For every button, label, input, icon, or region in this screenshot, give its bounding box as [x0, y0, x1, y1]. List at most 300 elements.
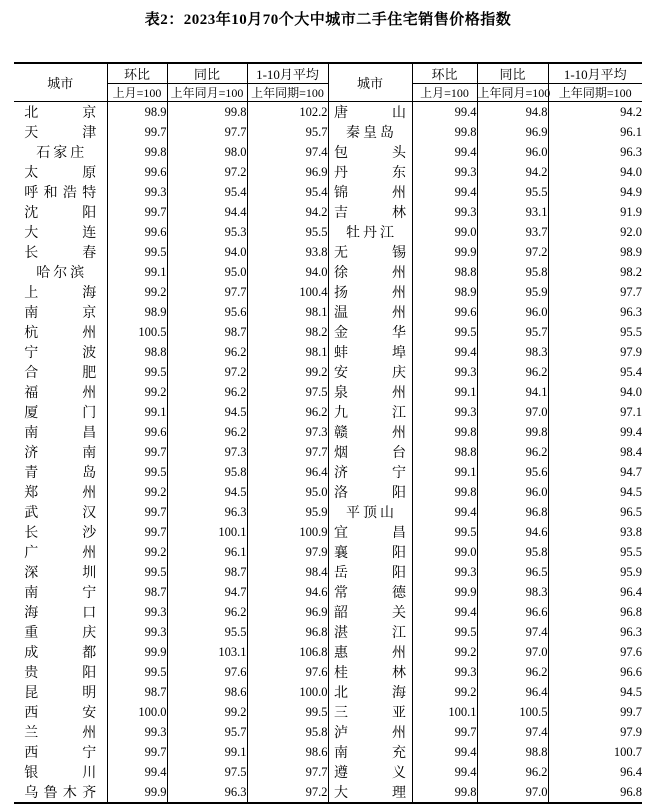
city-cell — [14, 362, 107, 382]
city-cell — [328, 522, 412, 542]
mom-value: 99.4 — [107, 762, 167, 782]
mom-value: 99.9 — [107, 642, 167, 662]
yoy-value: 95.0 — [167, 262, 247, 282]
city-name: 桂 林 — [334, 666, 406, 681]
city-name: 泸 州 — [334, 726, 406, 741]
city-cell — [14, 342, 107, 362]
page-title: 表2：2023年10月70个大中城市二手住宅销售价格指数 — [144, 12, 512, 28]
table-row — [14, 442, 642, 462]
avg-value: 96.3 — [620, 304, 642, 319]
avg-value: 96.9 — [247, 162, 328, 182]
yoy-value: 100.1 — [167, 522, 247, 542]
city-cell — [328, 202, 412, 222]
avg-value: 99.5 — [247, 702, 328, 722]
mom-value: 99.7 — [107, 442, 167, 462]
avg-value: 97.9 — [247, 542, 328, 562]
avg-value: 102.2 — [247, 102, 328, 123]
col-base-avg-right: 上年同期=100 — [548, 84, 642, 102]
mom-value: 99.1 — [107, 262, 167, 282]
mom-value: 99.5 — [107, 462, 167, 482]
city-name: 贵 阳 — [24, 666, 97, 681]
avg-value: 95.9 — [620, 564, 642, 579]
avg-value: 94.5 — [620, 684, 642, 699]
avg-value: 96.9 — [247, 602, 328, 622]
city-name: 哈 尔 滨 — [36, 266, 85, 281]
yoy-value: 96.3 — [167, 782, 247, 803]
city-name: 太 原 — [24, 166, 97, 181]
yoy-value: 99.2 — [167, 702, 247, 722]
yoy-value: 95.8 — [167, 462, 247, 482]
city-cell — [328, 602, 412, 622]
avg-value: 93.8 — [620, 524, 642, 539]
header-row-top — [14, 63, 642, 84]
city-name: 海 口 — [24, 606, 97, 621]
avg-value: 96.4 — [620, 764, 642, 779]
city-name: 西 安 — [24, 706, 97, 721]
avg-value: 94.9 — [620, 184, 642, 199]
yoy-value: 96.2 — [477, 442, 548, 462]
city-name: 三 亚 — [334, 706, 406, 721]
mom-value: 99.0 — [412, 542, 477, 562]
mom-value: 99.7 — [107, 522, 167, 542]
yoy-value: 95.3 — [167, 222, 247, 242]
mom-value: 99.2 — [107, 542, 167, 562]
mom-value: 99.6 — [107, 222, 167, 242]
mom-value: 99.8 — [412, 782, 477, 803]
mom-value: 99.4 — [412, 142, 477, 162]
col-base-yoy-right: 上年同月=100 — [477, 84, 548, 102]
avg-value: 94.6 — [247, 582, 328, 602]
city-name: 吉 林 — [334, 206, 406, 221]
city-name: 惠 州 — [334, 646, 406, 661]
mom-value: 99.3 — [412, 162, 477, 182]
city-cell — [328, 482, 412, 502]
city-cell — [14, 182, 107, 202]
city-name: 杭 州 — [24, 326, 97, 341]
city-name: 赣 州 — [334, 426, 406, 441]
table-row — [14, 782, 642, 803]
city-cell — [14, 782, 107, 803]
city-cell — [328, 442, 412, 462]
city-name: 青 岛 — [24, 466, 97, 481]
table-row — [14, 682, 642, 702]
city-cell — [328, 142, 412, 162]
mom-value: 99.5 — [107, 662, 167, 682]
city-name: 遵 义 — [334, 766, 406, 781]
city-cell — [14, 482, 107, 502]
avg-value: 95.5 — [620, 324, 642, 339]
city-name: 呼 和 浩 特 — [24, 186, 97, 201]
city-name: 南 昌 — [24, 426, 97, 441]
yoy-value: 94.1 — [477, 382, 548, 402]
yoy-value: 97.0 — [477, 402, 548, 422]
yoy-value: 96.0 — [477, 482, 548, 502]
yoy-value: 93.1 — [477, 202, 548, 222]
table-row — [14, 542, 642, 562]
mom-value: 99.6 — [107, 422, 167, 442]
mom-value: 100.5 — [107, 322, 167, 342]
city-cell — [328, 682, 412, 702]
city-name: 安 庆 — [334, 366, 406, 381]
price-index-table — [14, 62, 642, 804]
yoy-value: 98.7 — [167, 322, 247, 342]
mom-value: 99.4 — [412, 342, 477, 362]
city-cell — [328, 422, 412, 442]
city-cell — [14, 562, 107, 582]
city-cell — [328, 402, 412, 422]
city-cell — [328, 722, 412, 742]
yoy-value: 96.0 — [477, 142, 548, 162]
avg-value: 100.4 — [247, 282, 328, 302]
table-row — [14, 282, 642, 302]
avg-value: 95.4 — [247, 182, 328, 202]
city-name: 福 州 — [24, 386, 97, 401]
yoy-value: 95.4 — [167, 182, 247, 202]
city-name: 南 宁 — [24, 586, 97, 601]
city-name: 北 海 — [334, 686, 406, 701]
yoy-value: 95.5 — [167, 622, 247, 642]
city-name: 湛 江 — [334, 626, 406, 641]
mom-value: 99.4 — [412, 102, 477, 123]
yoy-value: 98.8 — [477, 742, 548, 762]
mom-value: 99.8 — [412, 482, 477, 502]
city-cell — [14, 522, 107, 542]
city-cell — [14, 422, 107, 442]
yoy-value: 94.8 — [477, 102, 548, 123]
city-cell — [14, 682, 107, 702]
city-name: 兰 州 — [24, 726, 97, 741]
city-cell — [14, 662, 107, 682]
avg-value: 98.6 — [247, 742, 328, 762]
mom-value: 98.9 — [107, 302, 167, 322]
yoy-value: 96.2 — [167, 382, 247, 402]
city-name: 成 都 — [24, 646, 97, 661]
table-row — [14, 582, 642, 602]
city-cell — [14, 162, 107, 182]
city-name: 包 头 — [334, 146, 406, 161]
city-name: 大 连 — [24, 226, 97, 241]
city-name: 唐 山 — [334, 106, 406, 121]
avg-value: 95.5 — [620, 544, 642, 559]
avg-value: 96.8 — [620, 604, 642, 619]
table-body — [14, 102, 642, 804]
avg-value: 95.4 — [620, 364, 642, 379]
yoy-value: 98.3 — [477, 582, 548, 602]
yoy-value: 96.9 — [477, 122, 548, 142]
city-cell — [328, 662, 412, 682]
city-cell — [328, 642, 412, 662]
mom-value: 99.5 — [412, 322, 477, 342]
city-name: 蚌 埠 — [334, 346, 406, 361]
avg-value: 94.5 — [620, 484, 642, 499]
mom-value: 99.4 — [412, 182, 477, 202]
city-cell — [328, 302, 412, 322]
mom-value: 99.8 — [107, 142, 167, 162]
table-row — [14, 462, 642, 482]
mom-value: 99.2 — [107, 382, 167, 402]
city-cell — [328, 362, 412, 382]
avg-value: 97.7 — [247, 762, 328, 782]
avg-value: 96.4 — [620, 584, 642, 599]
city-cell — [14, 142, 107, 162]
avg-value: 97.6 — [620, 644, 642, 659]
yoy-value: 99.8 — [477, 422, 548, 442]
avg-value: 106.8 — [247, 642, 328, 662]
avg-value: 95.8 — [247, 722, 328, 742]
city-cell — [14, 222, 107, 242]
city-cell — [14, 442, 107, 462]
city-name: 郑 州 — [24, 486, 97, 501]
city-cell — [14, 582, 107, 602]
avg-value: 100.9 — [247, 522, 328, 542]
mom-value: 99.7 — [107, 202, 167, 222]
avg-value: 92.0 — [620, 224, 642, 239]
avg-value: 97.7 — [247, 442, 328, 462]
avg-value: 97.2 — [247, 782, 328, 803]
city-cell — [328, 102, 412, 123]
mom-value: 100.1 — [412, 702, 477, 722]
city-name: 秦 皇 岛 — [346, 126, 394, 141]
city-name: 天 津 — [24, 126, 97, 141]
city-name: 上 海 — [24, 286, 97, 301]
mom-value: 99.3 — [412, 402, 477, 422]
col-base-mom-left: 上月=100 — [107, 84, 167, 102]
table-row — [14, 502, 642, 522]
city-name: 宜 昌 — [334, 526, 406, 541]
yoy-value: 96.3 — [167, 502, 247, 522]
yoy-value: 96.6 — [477, 602, 548, 622]
col-base-avg-left: 上年同期=100 — [247, 84, 328, 102]
city-name: 北 京 — [24, 106, 97, 121]
yoy-value: 97.0 — [477, 642, 548, 662]
avg-value: 94.2 — [620, 104, 642, 119]
yoy-value: 96.1 — [167, 542, 247, 562]
city-cell — [14, 202, 107, 222]
avg-value: 99.4 — [620, 424, 642, 439]
city-cell — [14, 502, 107, 522]
city-name: 烟 台 — [334, 446, 406, 461]
city-name: 温 州 — [334, 306, 406, 321]
table-row — [14, 702, 642, 722]
avg-value: 98.2 — [620, 264, 642, 279]
mom-value: 99.3 — [412, 362, 477, 382]
city-name: 西 宁 — [24, 746, 97, 761]
table-row — [14, 222, 642, 242]
mom-value: 99.3 — [107, 602, 167, 622]
table-row — [14, 362, 642, 382]
table-row — [14, 522, 642, 542]
city-cell — [328, 502, 412, 522]
yoy-value: 96.8 — [477, 502, 548, 522]
city-cell — [328, 242, 412, 262]
city-name: 宁 波 — [24, 346, 97, 361]
col-header-mom-right: 环比 — [412, 63, 477, 84]
yoy-value: 95.6 — [477, 462, 548, 482]
city-cell — [328, 122, 412, 142]
avg-value: 100.7 — [613, 744, 642, 759]
table-row — [14, 382, 642, 402]
col-header-yoy-left: 同比 — [167, 63, 247, 84]
avg-value: 96.3 — [620, 624, 642, 639]
city-cell — [14, 382, 107, 402]
yoy-value: 97.6 — [167, 662, 247, 682]
mom-value: 99.3 — [412, 662, 477, 682]
avg-value: 98.9 — [620, 244, 642, 259]
mom-value: 99.5 — [107, 242, 167, 262]
mom-value: 99.9 — [107, 782, 167, 803]
city-cell — [14, 242, 107, 262]
mom-value: 99.3 — [107, 182, 167, 202]
yoy-value: 98.7 — [167, 562, 247, 582]
yoy-value: 97.2 — [477, 242, 548, 262]
yoy-value: 94.0 — [167, 242, 247, 262]
avg-value: 93.8 — [247, 242, 328, 262]
yoy-value: 95.8 — [477, 542, 548, 562]
yoy-value: 96.2 — [477, 662, 548, 682]
col-header-city-right: 城市 — [328, 63, 412, 102]
city-cell — [328, 162, 412, 182]
yoy-value: 94.5 — [167, 402, 247, 422]
city-name: 银 川 — [24, 766, 97, 781]
table-row — [14, 142, 642, 162]
yoy-value: 95.7 — [167, 722, 247, 742]
avg-value: 96.8 — [247, 622, 328, 642]
city-cell — [14, 742, 107, 762]
city-name: 南 充 — [334, 746, 406, 761]
yoy-value: 96.2 — [167, 342, 247, 362]
city-name: 无 锡 — [334, 246, 406, 261]
city-cell — [328, 282, 412, 302]
avg-value: 94.7 — [620, 464, 642, 479]
table-row — [14, 122, 642, 142]
city-name: 昆 明 — [24, 686, 97, 701]
mom-value: 98.8 — [107, 342, 167, 362]
table-row — [14, 722, 642, 742]
avg-value: 96.4 — [247, 462, 328, 482]
city-cell — [14, 282, 107, 302]
mom-value: 99.2 — [107, 282, 167, 302]
avg-value: 97.7 — [620, 284, 642, 299]
avg-value: 98.2 — [247, 322, 328, 342]
mom-value: 99.4 — [412, 502, 477, 522]
city-name: 韶 关 — [334, 606, 406, 621]
city-cell — [328, 542, 412, 562]
avg-value: 97.3 — [247, 422, 328, 442]
yoy-value: 94.2 — [477, 162, 548, 182]
city-name: 大 理 — [334, 786, 406, 801]
city-cell — [14, 622, 107, 642]
col-base-mom-right: 上月=100 — [412, 84, 477, 102]
city-cell — [14, 762, 107, 782]
yoy-value: 97.2 — [167, 162, 247, 182]
city-cell — [328, 182, 412, 202]
avg-value: 94.0 — [247, 262, 328, 282]
yoy-value: 96.2 — [477, 762, 548, 782]
avg-value: 96.6 — [620, 664, 642, 679]
col-base-yoy-left: 上年同月=100 — [167, 84, 247, 102]
table-row — [14, 202, 642, 222]
mom-value: 99.0 — [412, 222, 477, 242]
mom-value: 99.1 — [412, 382, 477, 402]
avg-value: 100.0 — [247, 682, 328, 702]
mom-value: 99.5 — [412, 522, 477, 542]
city-cell — [328, 262, 412, 282]
avg-value: 98.4 — [247, 562, 328, 582]
yoy-value: 99.1 — [167, 742, 247, 762]
city-name: 九 江 — [334, 406, 406, 421]
city-cell — [14, 542, 107, 562]
avg-value: 97.4 — [247, 142, 328, 162]
yoy-value: 98.0 — [167, 142, 247, 162]
city-cell — [14, 102, 107, 123]
yoy-value: 97.4 — [477, 622, 548, 642]
yoy-value: 100.5 — [477, 702, 548, 722]
yoy-value: 96.4 — [477, 682, 548, 702]
mom-value: 100.0 — [107, 702, 167, 722]
avg-value: 95.7 — [247, 122, 328, 142]
avg-value: 97.9 — [620, 344, 642, 359]
table-row — [14, 102, 642, 123]
city-cell — [328, 342, 412, 362]
city-cell — [14, 402, 107, 422]
mom-value: 99.2 — [412, 682, 477, 702]
table-row — [14, 742, 642, 762]
yoy-value: 96.0 — [477, 302, 548, 322]
city-name: 厦 门 — [24, 406, 97, 421]
city-cell — [328, 742, 412, 762]
avg-value: 96.5 — [620, 504, 642, 519]
city-name: 南 京 — [24, 306, 97, 321]
yoy-value: 96.2 — [167, 422, 247, 442]
city-cell — [328, 582, 412, 602]
avg-value: 98.4 — [620, 444, 642, 459]
mom-value: 99.3 — [412, 202, 477, 222]
table-row — [14, 322, 642, 342]
yoy-value: 97.3 — [167, 442, 247, 462]
table-row — [14, 662, 642, 682]
mom-value: 98.8 — [412, 262, 477, 282]
mom-value: 99.9 — [412, 242, 477, 262]
city-name: 牡 丹 江 — [346, 226, 394, 241]
city-cell — [328, 762, 412, 782]
avg-value: 96.3 — [620, 144, 642, 159]
city-name: 徐 州 — [334, 266, 406, 281]
mom-value: 99.4 — [412, 762, 477, 782]
city-cell — [14, 262, 107, 282]
city-name: 丹 东 — [334, 166, 406, 181]
avg-value: 97.5 — [247, 382, 328, 402]
city-cell — [328, 382, 412, 402]
mom-value: 99.3 — [107, 722, 167, 742]
mom-value: 99.3 — [412, 562, 477, 582]
yoy-value: 95.9 — [477, 282, 548, 302]
yoy-value: 96.2 — [167, 602, 247, 622]
city-name: 武 汉 — [24, 506, 97, 521]
mom-value: 99.6 — [107, 162, 167, 182]
city-cell — [14, 462, 107, 482]
mom-value: 98.7 — [107, 582, 167, 602]
city-name: 岳 阳 — [334, 566, 406, 581]
col-header-city-left: 城市 — [14, 63, 107, 102]
yoy-value: 95.5 — [477, 182, 548, 202]
avg-value: 96.1 — [620, 124, 642, 139]
city-name: 广 州 — [24, 546, 97, 561]
mom-value: 99.5 — [107, 562, 167, 582]
city-name: 石 家 庄 — [36, 146, 85, 161]
mom-value: 99.8 — [412, 122, 477, 142]
yoy-value: 94.7 — [167, 582, 247, 602]
city-name: 洛 阳 — [334, 486, 406, 501]
